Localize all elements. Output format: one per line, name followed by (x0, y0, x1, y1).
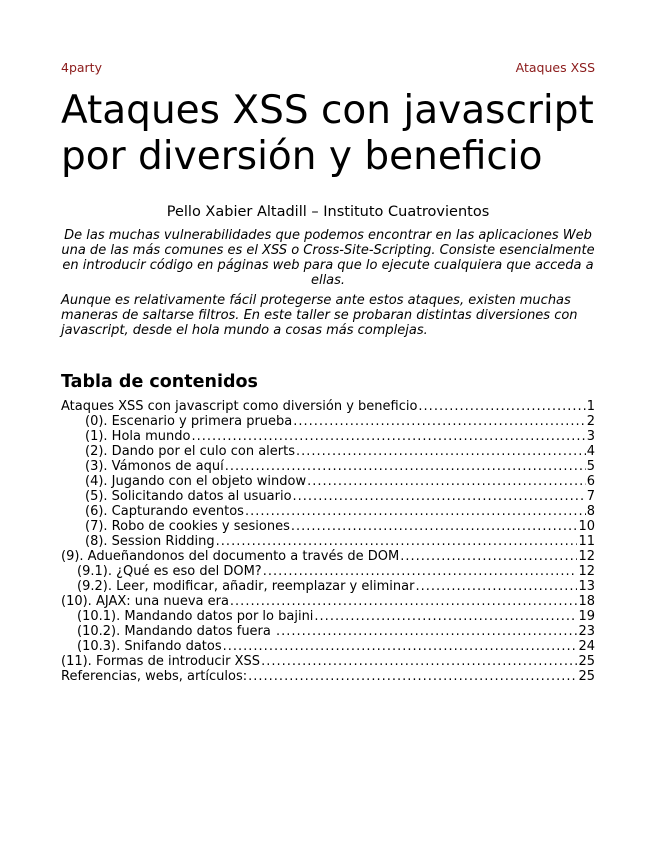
toc-entry[interactable] (61, 504, 595, 519)
toc-entry-page: 18 (578, 594, 595, 609)
toc-leader-dots (296, 444, 586, 459)
toc-leader-dots (223, 639, 578, 654)
toc-entry-page: 12 (578, 549, 595, 564)
toc-entry[interactable] (61, 549, 595, 564)
toc-entry-page: 1 (586, 399, 595, 414)
toc-entry-page: 25 (578, 669, 595, 684)
toc-entry-page: 10 (578, 519, 595, 534)
toc-leader-dots (307, 474, 586, 489)
toc-entry-title: Referencias, webs, artículos: (61, 669, 248, 684)
toc-entry-title: (4). Jugando con el objeto window (85, 474, 307, 489)
header-right: Ataques XSS (515, 60, 595, 75)
toc-entry[interactable] (61, 564, 595, 579)
table-of-contents (61, 399, 595, 684)
toc-leader-dots (263, 564, 578, 579)
toc-heading: Tabla de contenidos (61, 372, 258, 392)
toc-leader-dots (276, 624, 577, 639)
toc-entry[interactable] (61, 444, 595, 459)
toc-entry-page: 8 (586, 504, 595, 519)
toc-entry-title: Ataques XSS con javascript como diversión y beneficio (61, 399, 418, 414)
title-line: Ataques XSS con javascript (61, 88, 594, 133)
toc-entry[interactable] (61, 594, 595, 609)
toc-entry[interactable] (61, 609, 595, 624)
toc-entry-title: (10.3). Snifando datos (77, 639, 222, 654)
toc-entry[interactable] (61, 639, 595, 654)
toc-leader-dots (191, 429, 585, 444)
toc-entry-title: (7). Robo de cookies y sesiones (85, 519, 290, 534)
toc-leader-dots (261, 654, 577, 669)
intro-paragraph: Aunque es relativamente fácil protegerse ante estos ataques, existen muchas maneras de saltarse filtros. En este taller se probaran distintas diversiones con javascript, desde el hola mundo a cosas más complejas. (61, 293, 578, 338)
document-title (61, 88, 621, 180)
toc-entry[interactable] (61, 669, 595, 684)
toc-entry[interactable] (61, 654, 595, 669)
toc-entry-title: (6). Capturando eventos (85, 504, 244, 519)
author: Pello Xabier Altadill – Instituto Cuatrovientos (166, 204, 490, 220)
toc-entry-page: 13 (578, 579, 595, 594)
toc-entry[interactable] (61, 489, 595, 504)
toc-entry-page: 25 (578, 654, 595, 669)
toc-leader-dots (415, 579, 577, 594)
toc-entry-page: 23 (578, 624, 595, 639)
toc-entry[interactable] (61, 624, 595, 639)
toc-entry-page: 12 (578, 564, 595, 579)
toc-entry[interactable] (61, 474, 595, 489)
toc-leader-dots (248, 669, 577, 684)
toc-entry[interactable] (61, 429, 595, 444)
toc-entry-title: (9.1). ¿Qué es eso del DOM? (77, 564, 262, 579)
toc-entry-title: (9.2). Leer, modificar, añadir, reemplazar y eliminar (77, 579, 415, 594)
toc-entry-title: (3). Vámonos de aquí (85, 459, 224, 474)
toc-entry-title: (10.2). Mandando datos fuera (77, 624, 276, 639)
toc-leader-dots (230, 594, 578, 609)
toc-leader-dots (291, 519, 578, 534)
toc-entry-title: (11). Formas de introducir XSS (61, 654, 261, 669)
toc-entry-title: (8). Session Ridding (85, 534, 215, 549)
toc-entry-page: 6 (586, 474, 595, 489)
toc-entry[interactable] (61, 579, 595, 594)
toc-entry[interactable] (61, 519, 595, 534)
title-line: por diversión y beneficio (61, 134, 543, 179)
toc-entry-page: 4 (586, 444, 595, 459)
toc-entry[interactable] (61, 459, 595, 474)
toc-entry-page: 3 (586, 429, 595, 444)
toc-entry-page: 19 (578, 609, 595, 624)
toc-entry[interactable] (61, 414, 595, 429)
toc-leader-dots (314, 609, 577, 624)
abstract: De las muchas vulnerabilidades que podemos encontrar en las aplicaciones Web una de las más comunes es el XSS o Cross-Site-Scripting. Consiste esencialmente en introducir código en páginas web para que lo ejecute cualquiera que acceda a ellas. (61, 228, 595, 288)
toc-leader-dots (225, 459, 586, 474)
toc-entry-page: 5 (586, 459, 595, 474)
toc-leader-dots (293, 414, 585, 429)
toc-leader-dots (293, 489, 586, 504)
toc-entry-page: 2 (586, 414, 595, 429)
toc-entry-title: (5). Solicitando datos al usuario (85, 489, 292, 504)
toc-entry-title: (0). Escenario y primera prueba (85, 414, 293, 429)
toc-entry-title: (2). Dando por el culo con alerts (85, 444, 296, 459)
toc-entry-title: (10.1). Mandando datos por lo bajini (77, 609, 314, 624)
toc-leader-dots (400, 549, 577, 564)
toc-entry-page: 7 (586, 489, 595, 504)
toc-leader-dots (245, 504, 586, 519)
header-left: 4party (61, 60, 102, 75)
toc-entry-page: 11 (578, 534, 595, 549)
toc-entry[interactable] (61, 534, 595, 549)
toc-entry-title: (10). AJAX: una nueva era (61, 594, 229, 609)
toc-entry-page: 24 (578, 639, 595, 654)
toc-leader-dots (418, 399, 585, 414)
toc-entry-title: (1). Hola mundo (85, 429, 191, 444)
toc-entry-title: (9). Adueñandonos del documento a través de DOM (61, 549, 400, 564)
toc-leader-dots (216, 534, 578, 549)
toc-entry[interactable] (61, 399, 595, 414)
